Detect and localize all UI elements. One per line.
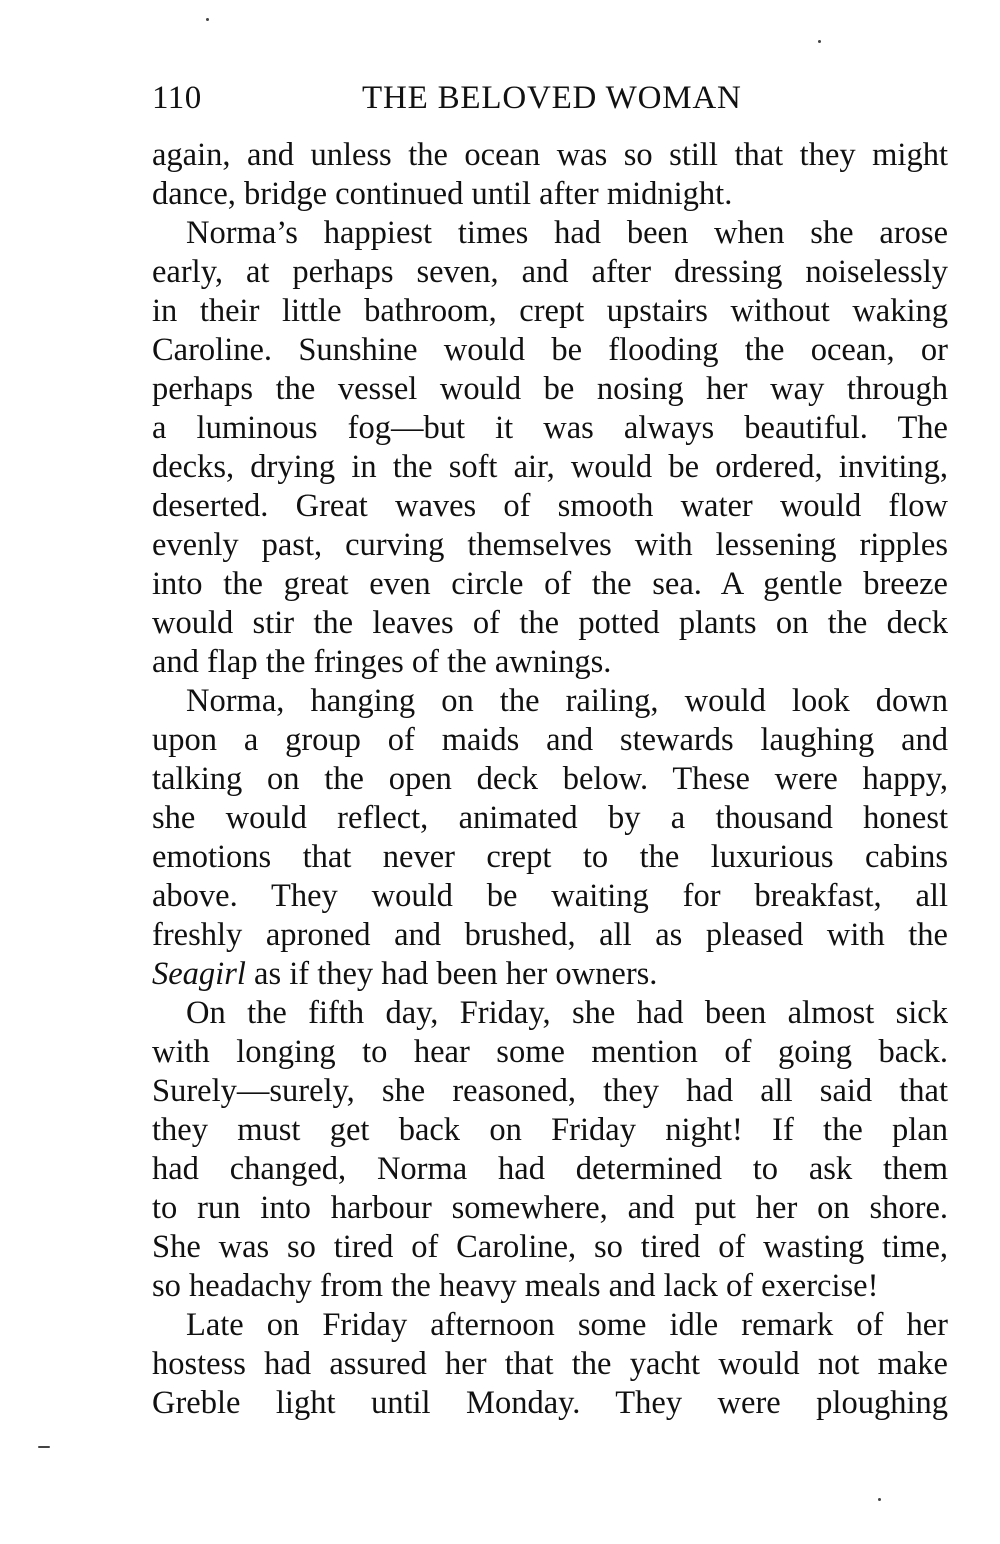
scan-speck bbox=[206, 18, 209, 21]
text-line: had changed, Norma had determined to ask them bbox=[152, 1151, 948, 1187]
text-line: perhaps the vessel would be nosing her way through bbox=[152, 371, 948, 407]
text-line: On the fifth day, Friday, she had been almost sick bbox=[186, 995, 948, 1031]
body-text bbox=[152, 136, 948, 1423]
text-line: into the great even circle of the sea. A gentle breeze bbox=[152, 566, 948, 602]
text-line: Surely—surely, she reasoned, they had all said that bbox=[152, 1073, 948, 1109]
text-line: they must get back on Friday night! If the plan bbox=[152, 1112, 948, 1148]
text-line: to run into harbour somewhere, and put her on shore. bbox=[152, 1190, 948, 1226]
scan-speck bbox=[878, 1498, 881, 1501]
text-line: talking on the open deck below. These were happy, bbox=[152, 761, 948, 797]
text-line: in their little bathroom, crept upstairs without waking bbox=[152, 293, 948, 329]
page-number: 110 bbox=[152, 80, 202, 116]
text-line: Caroline. Sunshine would be flooding the ocean, or bbox=[152, 332, 948, 368]
text-line: would stir the leaves of the potted plants on the deck bbox=[152, 605, 948, 641]
text-line: and flap the fringes of the awnings. bbox=[152, 644, 612, 680]
text-line: Norma, hanging on the railing, would look down bbox=[186, 683, 948, 719]
text-line: early, at perhaps seven, and after dressing noiselessly bbox=[152, 254, 948, 290]
text-line: dance, bridge continued until after midnight. bbox=[152, 176, 733, 212]
text-line: evenly past, curving themselves with lessening ripples bbox=[152, 527, 948, 563]
text-line-rest: as if they had been her owners. bbox=[245, 956, 658, 992]
text-line: she would reflect, animated by a thousand honest bbox=[152, 800, 948, 836]
scan-speck bbox=[38, 1446, 50, 1448]
scan-speck bbox=[818, 40, 821, 43]
text-line bbox=[152, 955, 948, 994]
text-line: Norma’s happiest times had been when she arose bbox=[186, 215, 948, 251]
ship-name: Seagirl bbox=[152, 956, 246, 992]
text-line: Late on Friday afternoon some idle remark of her bbox=[186, 1307, 948, 1343]
text-line: a luminous fog—but it was always beautiful. The bbox=[152, 410, 948, 446]
text-line: again, and unless the ocean was so still that they might bbox=[152, 137, 948, 173]
running-title: THE BELOVED WOMAN bbox=[362, 80, 742, 116]
text-line: freshly aproned and brushed, all as pleased with the bbox=[152, 917, 948, 953]
text-line: Greble light until Monday. They were ploughing bbox=[152, 1385, 948, 1421]
text-line: emotions that never crept to the luxurious cabins bbox=[152, 839, 948, 875]
text-line: with longing to hear some mention of going back. bbox=[152, 1034, 948, 1070]
text-line: above. They would be waiting for breakfast, all bbox=[152, 878, 948, 914]
text-line: deserted. Great waves of smooth water would flow bbox=[152, 488, 948, 524]
text-line: upon a group of maids and stewards laughing and bbox=[152, 722, 948, 758]
text-line: so headachy from the heavy meals and lack of exercise! bbox=[152, 1268, 879, 1304]
text-line: She was so tired of Caroline, so tired of wasting time, bbox=[152, 1229, 948, 1265]
text-line: hostess had assured her that the yacht would not make bbox=[152, 1346, 948, 1382]
text-line: decks, drying in the soft air, would be ordered, inviting, bbox=[152, 449, 948, 485]
running-head bbox=[152, 78, 952, 118]
